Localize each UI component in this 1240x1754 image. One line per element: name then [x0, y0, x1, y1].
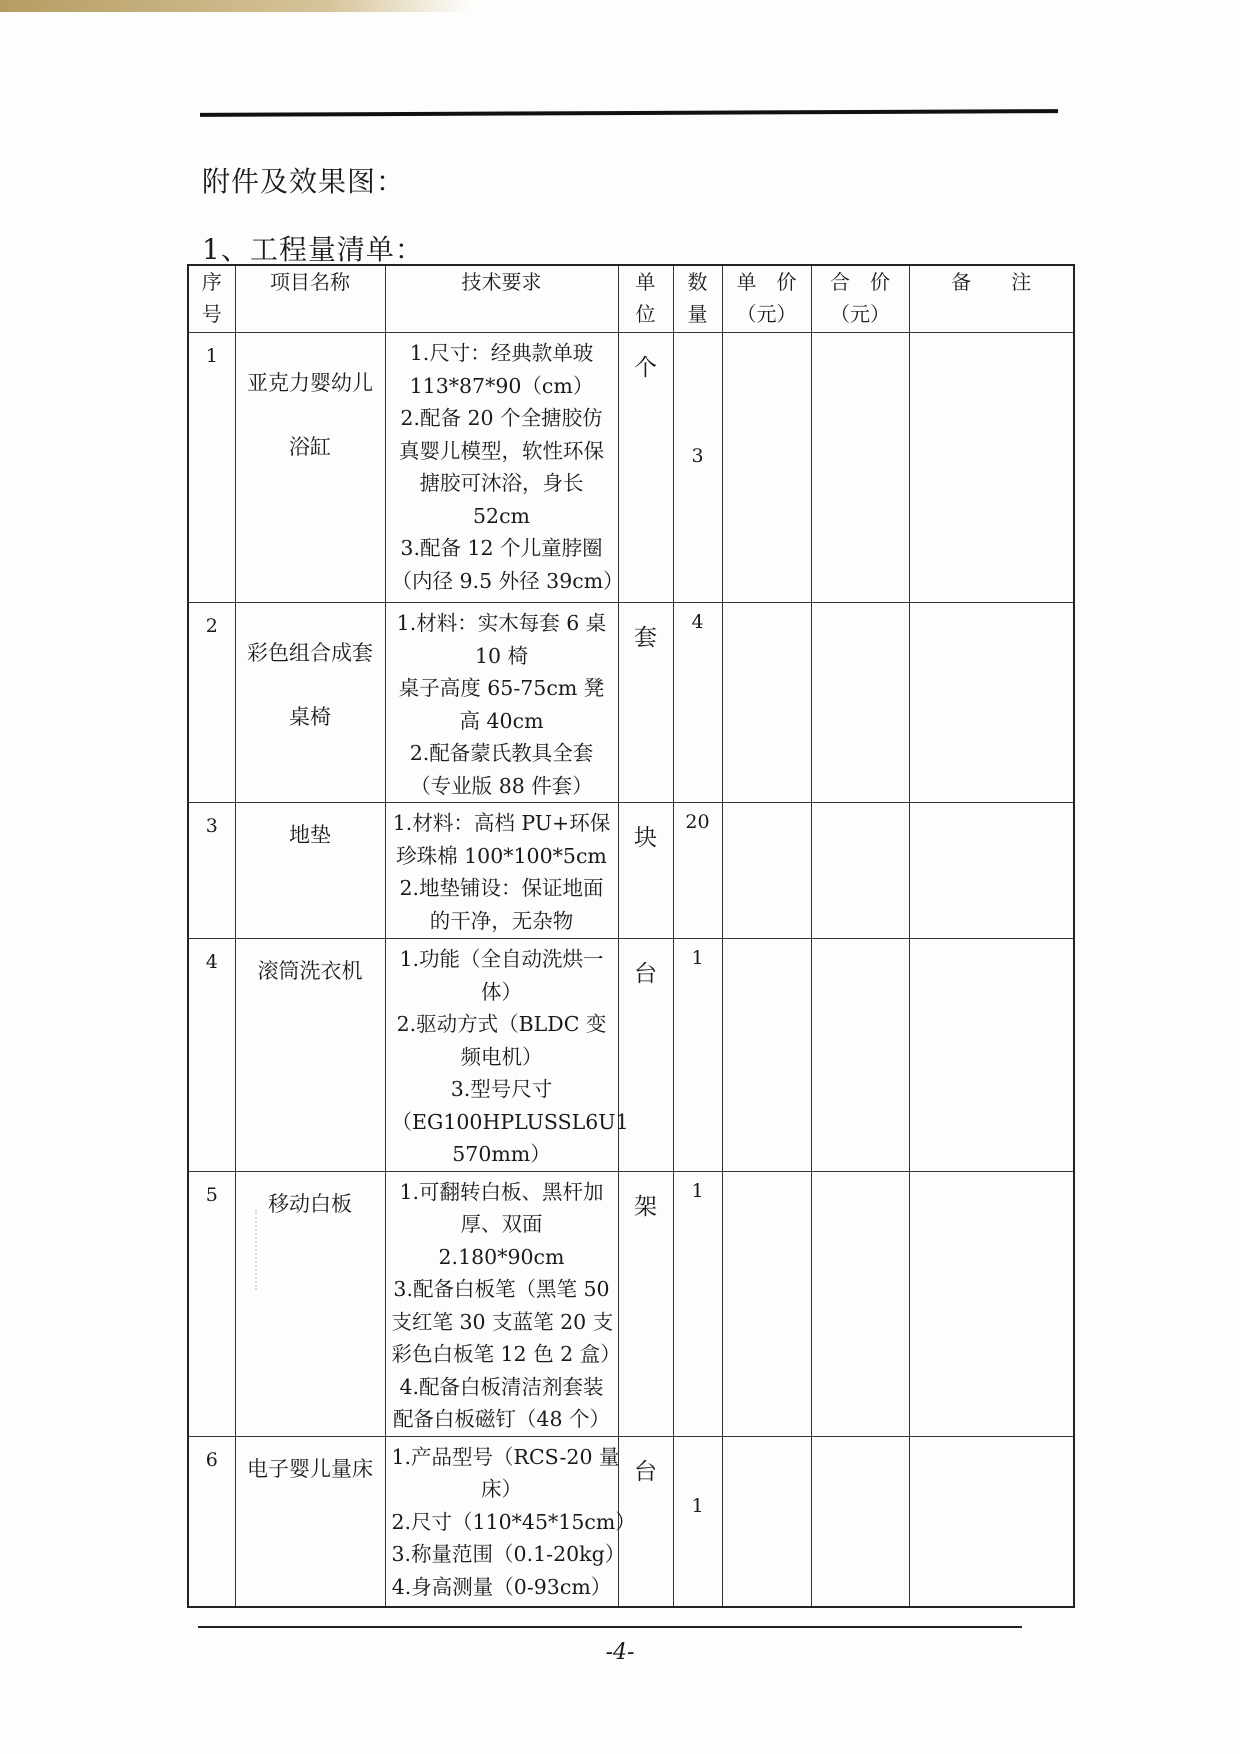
row-total-price	[811, 1436, 909, 1607]
row-total-price	[811, 939, 909, 1172]
row-qty: 1	[673, 1436, 722, 1607]
header-unit: 单 位	[618, 265, 673, 333]
row-unit-price	[722, 603, 811, 803]
row-unit: 台	[618, 1436, 673, 1607]
bill-of-quantities-table	[187, 264, 1075, 1608]
scan-smudge	[255, 1210, 271, 1290]
row-note	[909, 939, 1074, 1172]
header-rule	[200, 109, 1058, 117]
row-qty: 1	[673, 1171, 722, 1436]
row-name: 滚筒洗衣机	[235, 939, 385, 1172]
row-unit: 个	[618, 333, 673, 603]
header-seq: 序 号	[188, 265, 235, 333]
table-row	[188, 333, 1074, 603]
row-unit-price	[722, 1436, 811, 1607]
row-spec: 1.尺寸：经典款单玻 113*87*90（cm） 2.配备 20 个全搪胶仿 真婴儿模型，软性环保 搪胶可沐浴，身长 52cm 3.配备 12 个儿童脖圈 （内径 9.5 外径 39cm）	[385, 333, 618, 603]
row-qty: 20	[673, 803, 722, 939]
row-seq: 3	[188, 803, 235, 939]
row-spec: 1.功能（全自动洗烘一 体） 2.驱动方式（BLDC 变 频电机） 3.型号尺寸 （EG100HPLUSSL6U1 570mm）	[385, 939, 618, 1172]
row-spec: 1.材料：实木每套 6 桌 10 椅 桌子高度 65-75cm 凳 高 40cm 2.配备蒙氏教具全套 （专业版 88 件套）	[385, 603, 618, 803]
row-unit-price	[722, 939, 811, 1172]
section-heading: 1、工程量清单：	[202, 233, 424, 266]
row-name: 彩色组合成套 桌椅	[235, 603, 385, 803]
table-row	[188, 603, 1074, 803]
row-qty: 3	[673, 333, 722, 603]
scan-edge-stain	[0, 0, 470, 12]
row-unit: 台	[618, 939, 673, 1172]
row-name: 地垫	[235, 803, 385, 939]
row-qty: 4	[673, 603, 722, 803]
header-note: 备 注	[909, 265, 1074, 333]
row-name: 移动白板	[235, 1171, 385, 1436]
header-qty: 数 量	[673, 265, 722, 333]
table-row	[188, 1436, 1074, 1607]
row-total-price	[811, 803, 909, 939]
header-unit-price: 单 价 （元）	[722, 265, 811, 333]
row-unit: 块	[618, 803, 673, 939]
header-total-price: 合 价 （元）	[811, 265, 909, 333]
row-unit-price	[722, 803, 811, 939]
row-unit: 架	[618, 1171, 673, 1436]
row-note	[909, 1171, 1074, 1436]
row-spec: 1.产品型号（RCS-20 量 床） 2.尺寸（110*45*15cm） 3.称量范围（0.1-20kg） 4.身高测量（0-93cm）	[385, 1436, 618, 1607]
document-heading: 附件及效果图：	[202, 165, 406, 198]
row-total-price	[811, 333, 909, 603]
row-note	[909, 803, 1074, 939]
header-name: 项目名称	[235, 265, 385, 333]
row-unit-price	[722, 333, 811, 603]
row-spec: 1.材料：高档 PU+环保 珍珠棉 100*100*5cm 2.地垫铺设：保证地面 的干净，无杂物	[385, 803, 618, 939]
row-name: 电子婴儿量床	[235, 1436, 385, 1607]
row-total-price	[811, 603, 909, 803]
table-row	[188, 939, 1074, 1172]
footer-rule	[198, 1626, 1022, 1628]
header-spec: 技术要求	[385, 265, 618, 333]
table-row	[188, 803, 1074, 939]
row-unit: 套	[618, 603, 673, 803]
row-seq: 6	[188, 1436, 235, 1607]
row-seq: 2	[188, 603, 235, 803]
table-header-row	[188, 265, 1074, 333]
row-seq: 1	[188, 333, 235, 603]
row-note	[909, 333, 1074, 603]
row-spec: 1.可翻转白板、黑杆加 厚、双面 2.180*90cm 3.配备白板笔（黑笔 50 支红笔 30 支蓝笔 20 支 彩色白板笔 12 色 2 盒） 4.配备白板清洁剂套装 配备白板磁钉（48 个）	[385, 1171, 618, 1436]
row-qty: 1	[673, 939, 722, 1172]
table-row	[188, 1171, 1074, 1436]
row-seq: 5	[188, 1171, 235, 1436]
row-name: 亚克力婴幼儿 浴缸	[235, 333, 385, 603]
page-number: -4-	[605, 1640, 635, 1665]
row-total-price	[811, 1171, 909, 1436]
row-note	[909, 1436, 1074, 1607]
row-seq: 4	[188, 939, 235, 1172]
row-unit-price	[722, 1171, 811, 1436]
row-note	[909, 603, 1074, 803]
